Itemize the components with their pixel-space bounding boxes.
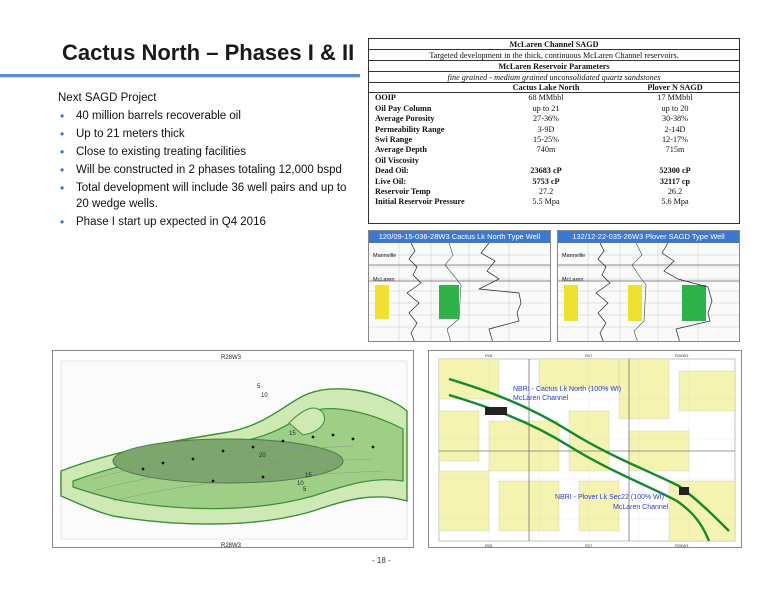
table-cell-plover: 32117 cp bbox=[659, 176, 691, 186]
table-row bbox=[369, 104, 739, 114]
log-cactus-title: 120/09-15-036-28W3 Cactus Lk North Type Well bbox=[369, 231, 550, 243]
land-top-tick-1: R28 bbox=[485, 353, 493, 358]
type-well-logs bbox=[368, 230, 740, 342]
bullet-item: • Will be constructed in 2 phases totaling 12,000 bspd bbox=[58, 162, 348, 178]
bullet-lead: Next SAGD Project bbox=[58, 92, 157, 104]
bullet-item: • Total development will include 36 well pairs and up to 20 wedge wells. bbox=[58, 180, 348, 212]
table-row-label: Reservoir Temp bbox=[375, 186, 431, 196]
land-bottom-tick-1: R28 bbox=[485, 543, 493, 548]
isopach-contour-10a: 10 bbox=[261, 393, 268, 399]
table-row bbox=[369, 114, 739, 124]
table-row bbox=[369, 187, 739, 197]
table-italic-line: fine grained - medium grained unconsolidated quartz sandstones bbox=[369, 72, 739, 83]
log-plover bbox=[557, 230, 740, 342]
table-cell-plover bbox=[611, 156, 739, 166]
table-row-label: Live Oil: bbox=[375, 176, 407, 186]
table-cell-cactus: 68 MMbbl bbox=[528, 93, 564, 103]
isopach-contour-15b: 15 bbox=[305, 473, 312, 479]
table-cell-plover: up to 20 bbox=[661, 103, 689, 113]
table-cell-cactus: 5.5 Mpa bbox=[532, 197, 560, 207]
table-cell-cactus: 15-25% bbox=[533, 134, 559, 144]
table-params-header: McLaren Reservoir Parameters bbox=[369, 61, 739, 72]
reservoir-parameters-table bbox=[368, 38, 740, 224]
table-row-label: Average Depth bbox=[375, 145, 427, 155]
land-top-tick-3: R26W3 bbox=[675, 353, 689, 358]
table-col-blank bbox=[369, 83, 481, 93]
table-cell-cactus: 23683 cP bbox=[530, 166, 562, 176]
bullet-section bbox=[58, 90, 348, 232]
land-top-tick-2: R27 bbox=[585, 353, 593, 358]
table-cell-plover: 12-17% bbox=[662, 134, 688, 144]
bullet-item: • Phase I start up expected in Q4 2016 bbox=[58, 214, 348, 230]
table-row bbox=[369, 125, 739, 135]
page-title: Cactus North – Phases I & II bbox=[62, 40, 355, 65]
log-cactus-top-1: Mannville bbox=[373, 253, 397, 259]
table-cell-plover: 52300 cP bbox=[659, 166, 691, 176]
isopach-contour-10b: 10 bbox=[297, 481, 304, 487]
land-map bbox=[428, 350, 742, 548]
table-row bbox=[369, 197, 739, 207]
table-cell-cactus: 5753 cP bbox=[532, 176, 560, 186]
table-cell-cactus: up to 21 bbox=[532, 103, 560, 113]
log-cactus-top-2: McLaren bbox=[373, 277, 395, 283]
title-underline-shadow bbox=[0, 77, 360, 78]
table-cell-plover: 5.6 Mpa bbox=[661, 197, 689, 207]
table-row bbox=[369, 177, 739, 187]
bullet-item: • 40 million barrels recoverable oil bbox=[58, 108, 348, 124]
land-label-north-2: McLaren Channel bbox=[513, 395, 569, 402]
table-row bbox=[369, 156, 739, 166]
log-cactus-plot bbox=[369, 243, 551, 342]
isopach-map-svg bbox=[53, 351, 414, 548]
land-label-south-2: McLaren Channel bbox=[613, 504, 669, 511]
table-row bbox=[369, 135, 739, 145]
table-cell-cactus: 3-9D bbox=[537, 124, 555, 134]
table-subheader: Targeted development in the thick, continuous McLaren Channel reservoirs. bbox=[369, 50, 739, 61]
isopach-map bbox=[52, 350, 414, 548]
table-rows bbox=[369, 93, 739, 207]
table-col-cactus: Cactus Lake North bbox=[481, 83, 611, 93]
land-map-svg bbox=[429, 351, 742, 548]
table-cell-plover: 2-14D bbox=[664, 124, 686, 134]
isopach-contour-5b: 5 bbox=[303, 487, 307, 493]
log-plover-plot bbox=[558, 243, 740, 342]
log-plover-title: 132/12-22-035-26W3 Plover SAGD Type Well bbox=[558, 231, 739, 243]
isopach-contour-5a: 5 bbox=[257, 384, 261, 390]
isopach-contour-15a: 15 bbox=[289, 431, 296, 437]
table-cell-cactus: 27.2 bbox=[538, 186, 554, 196]
table-cell-plover: 17 MMbbl bbox=[657, 93, 693, 103]
land-label-north-1: NBRI - Cactus Lk North (100% WI) bbox=[513, 386, 622, 393]
bullet-list bbox=[58, 108, 348, 230]
bullet-item: • Close to existing treating facilities bbox=[58, 144, 348, 160]
table-row-label: Swi Range bbox=[375, 134, 413, 144]
isopach-bottom-label: R28W3 bbox=[221, 543, 242, 548]
table-cell-cactus bbox=[481, 156, 611, 166]
table-cell-plover: 715m bbox=[665, 145, 685, 155]
table-row-label: Oil Pay Column bbox=[375, 103, 432, 113]
table-row-label: Average Porosity bbox=[375, 114, 435, 124]
table-row bbox=[369, 145, 739, 155]
table-row bbox=[369, 166, 739, 176]
table-row-label: Oil Viscosity bbox=[375, 155, 419, 165]
page-number: - 18 - bbox=[372, 556, 391, 565]
table-cell-plover: 26.2 bbox=[667, 186, 683, 196]
table-cell-plover: 30-38% bbox=[662, 114, 688, 124]
table-header: McLaren Channel SAGD bbox=[369, 39, 739, 50]
table-cell-cactus: 740m bbox=[536, 145, 556, 155]
bullet-item: • Up to 21 meters thick bbox=[58, 126, 348, 142]
table-row-label: OOIP bbox=[375, 93, 396, 103]
land-bottom-tick-3: R26W3 bbox=[675, 543, 689, 548]
table-col-plover: Plover N SAGD bbox=[611, 83, 739, 93]
land-bottom-tick-2: R27 bbox=[585, 543, 593, 548]
log-plover-top-1: Mannville bbox=[562, 253, 586, 259]
table-cell-cactus: 27-36% bbox=[533, 114, 559, 124]
table-row-label: Initial Reservoir Pressure bbox=[375, 197, 465, 207]
land-label-south-1: NBRI - Plover Lk Sec22 (100% WI) bbox=[555, 494, 664, 501]
table-column-headers bbox=[369, 83, 739, 93]
log-cactus bbox=[368, 230, 551, 342]
table-row-label: Permeability Range bbox=[375, 124, 445, 134]
isopach-contour-20: 20 bbox=[259, 453, 266, 459]
table-row bbox=[369, 93, 739, 103]
table-row-label: Dead Oil: bbox=[375, 166, 409, 176]
log-plover-top-2: McLaren bbox=[562, 277, 584, 283]
isopach-top-label: R28W3 bbox=[221, 355, 242, 361]
